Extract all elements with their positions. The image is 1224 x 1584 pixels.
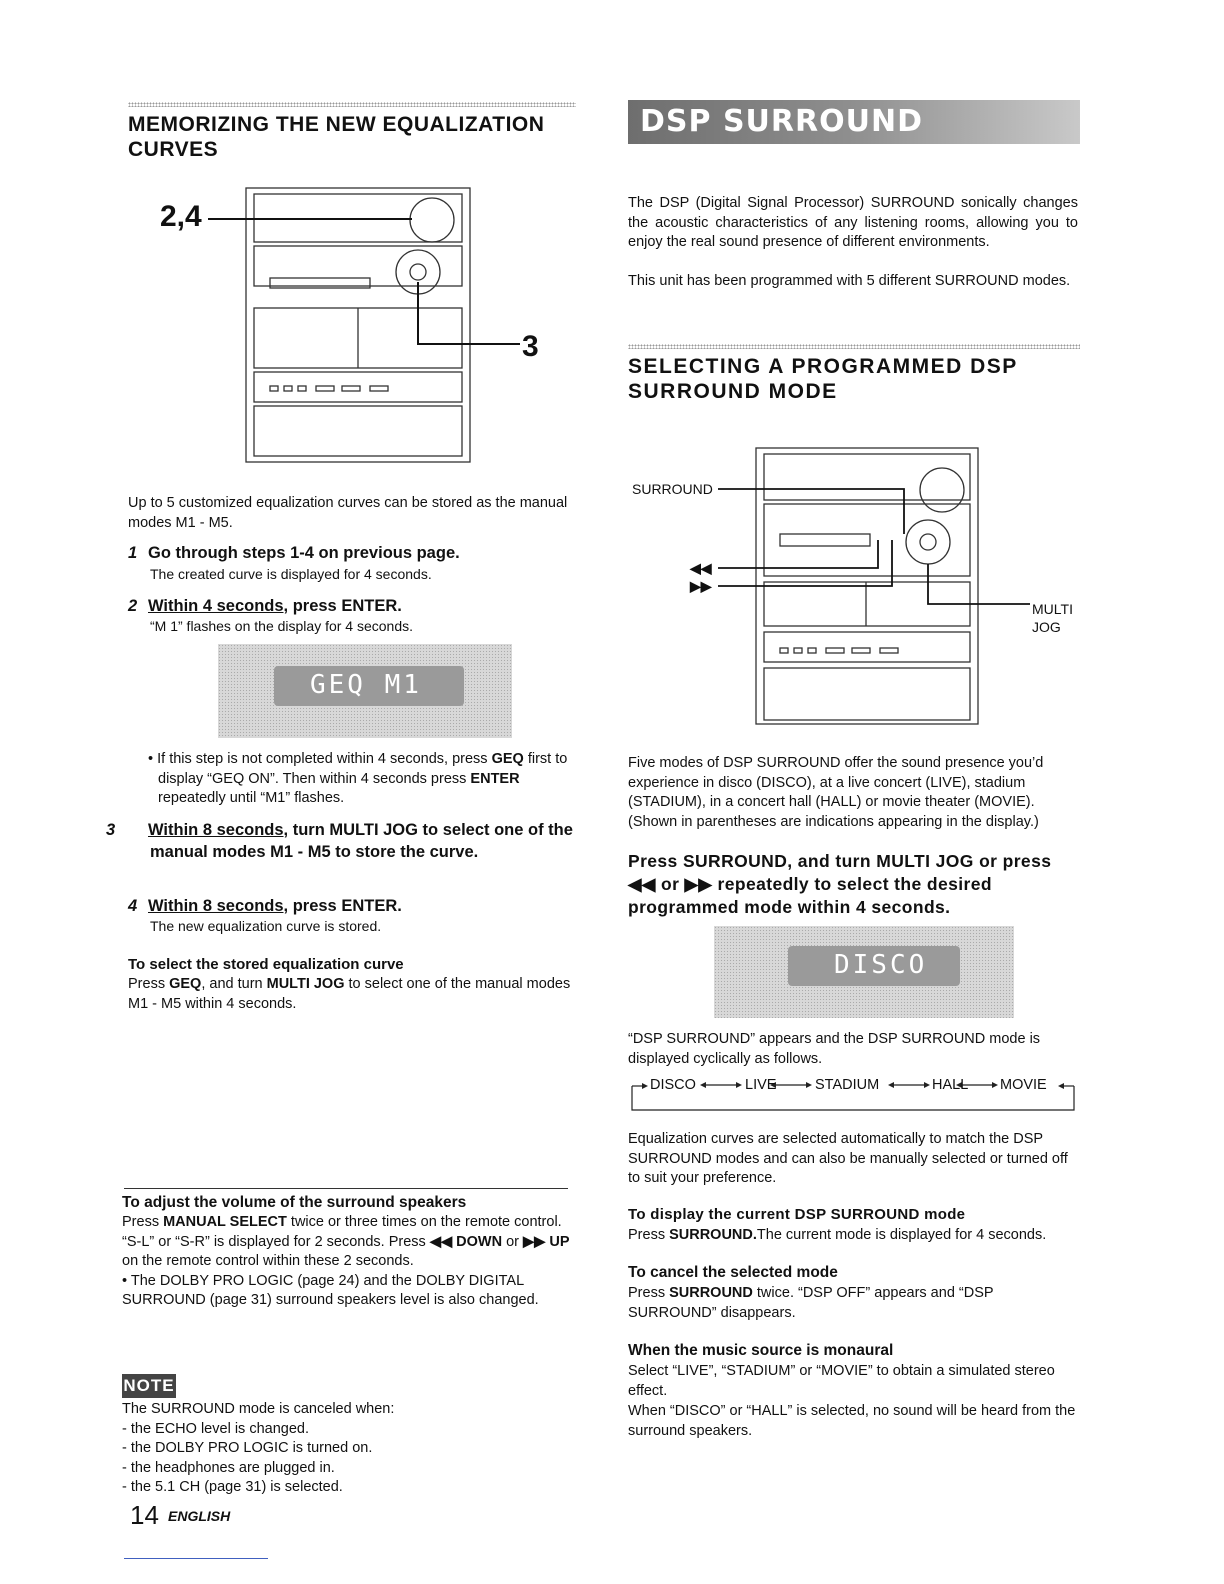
- adjust-heading: To adjust the volume of the surround speakers: [122, 1194, 467, 1211]
- step-1: [128, 542, 576, 564]
- step-3: [106, 819, 580, 863]
- monaural-text-2: When “DISCO” or “HALL” is selected, no sound will be heard from the surround speakers.: [628, 1403, 1076, 1439]
- text: The current mode is displayed for 4 seconds.: [756, 1227, 1047, 1243]
- step-number: 4: [128, 897, 138, 915]
- note-list: [122, 1400, 572, 1498]
- eq-text: Equalization curves are selected automatically to match the DSP SURROUND modes and can also be manually selected or turned off to suit your preference.: [628, 1131, 1068, 1186]
- text: Press: [122, 1214, 164, 1230]
- note-line: - the ECHO level is changed.: [122, 1420, 309, 1437]
- page-language: ENGLISH: [168, 1508, 231, 1524]
- key-manual-select: MANUAL SELECT: [163, 1214, 287, 1230]
- text: on the remote control within these 2 seconds.: [122, 1253, 414, 1269]
- text: repeatedly until “M1” flashes.: [158, 790, 345, 806]
- step-number: 3: [106, 821, 116, 839]
- text: “S-L” or “S-R” is displayed for 2 seconds. Press: [122, 1233, 430, 1250]
- page-number: 14: [130, 1500, 159, 1530]
- label-rewind-icon: ◀◀: [690, 560, 712, 576]
- key-surround: SURROUND: [669, 1285, 753, 1301]
- divider-dots: [128, 102, 576, 107]
- key-multi-jog: MULTI JOG: [266, 976, 345, 992]
- display-mode-text: [628, 1226, 1080, 1246]
- text: • The DOLBY PRO LOGIC (page 24) and the DOLBY DIGITAL SURROUND (page 31) surround speakers level is also changed.: [122, 1272, 539, 1308]
- dsp-intro-2: This unit has been programmed with 5 different SURROUND modes.: [628, 273, 1071, 289]
- cancel-heading: To cancel the selected mode: [628, 1264, 838, 1281]
- key-enter: ENTER: [470, 770, 520, 787]
- footer-rule: [124, 1558, 268, 1559]
- stored-text: [128, 975, 576, 1014]
- key-down: ◀◀ DOWN: [429, 1233, 503, 1250]
- key-surround: SURROUND.: [669, 1227, 757, 1243]
- text: first to display “GEQ ON”. Then within 4 seconds press: [158, 751, 568, 787]
- text: , and turn: [201, 976, 267, 992]
- note-line: - the DOLBY PRO LOGIC is turned on.: [122, 1440, 373, 1456]
- lcd-text: DISCO: [834, 950, 928, 980]
- text: Press: [128, 976, 170, 992]
- note-badge: NOTE: [122, 1374, 176, 1398]
- section-heading-selecting: SELECTING A PROGRAMMED DSP SURROUND MODE: [628, 355, 1018, 403]
- step-2: [128, 595, 576, 617]
- step-number: 1: [128, 544, 138, 562]
- divider-dots: [628, 344, 1080, 349]
- lcd-text: GEQ M1: [310, 670, 422, 700]
- label-surround: SURROUND: [632, 481, 713, 497]
- bullet-note: [148, 750, 576, 809]
- label-forward-icon: ▶▶: [690, 578, 712, 594]
- section-heading-memorizing: MEMORIZING THE NEW EQUALIZATION CURVES: [128, 113, 545, 161]
- display-mode-heading: To display the current DSP SURROUND mode: [628, 1206, 966, 1223]
- figure-label-3: 3: [522, 330, 539, 363]
- intro-text: Up to 5 customized equalization curves can be stored as the manual modes M1 - M5.: [128, 495, 568, 531]
- banner-title: DSP SURROUND: [640, 104, 923, 139]
- step-title: press ENTER.: [288, 597, 402, 615]
- label-jog: JOG: [1032, 619, 1061, 635]
- note-line: - the headphones are plugged in.: [122, 1459, 335, 1476]
- cancel-text: [628, 1284, 1080, 1323]
- stereo-unit-figure: [150, 182, 550, 472]
- mode-hall: HALL: [932, 1077, 969, 1093]
- stored-heading: To select the stored equalization curve: [128, 956, 404, 973]
- step-4-text: The new equalization curve is stored.: [150, 918, 382, 934]
- step-title: turn MULTI JOG to select one of the manual modes M1 - M5 to store the curve.: [150, 821, 573, 861]
- step-1-text: The created curve is displayed for 4 seconds.: [150, 566, 432, 582]
- mode-stadium: STADIUM: [815, 1077, 880, 1093]
- step-title: press ENTER.: [288, 897, 402, 915]
- text: • If this step is not completed within 4 seconds, press: [148, 751, 492, 767]
- rule: [124, 1188, 568, 1189]
- lcd-display-disco: [714, 926, 1014, 1018]
- key-geq: GEQ: [491, 751, 524, 767]
- dsp-surround-banner: [628, 100, 1080, 144]
- text: twice. “DSP OFF” appears and “DSP SURROUND” disappears.: [628, 1285, 994, 1321]
- lcd-display-geq: [218, 644, 512, 738]
- figure-label-2-4: 2,4: [160, 200, 202, 233]
- step-number: 2: [128, 597, 138, 615]
- step-title-emphasis: Within 8 seconds,: [148, 821, 289, 839]
- key-geq: GEQ: [169, 976, 202, 992]
- mode-live: LIVE: [745, 1077, 777, 1093]
- key-up: ▶▶ UP: [523, 1233, 570, 1250]
- text: twice or three times on the remote control.: [286, 1214, 562, 1230]
- dsp-intro: The DSP (Digital Signal Processor) SURROUND sonically changes the acoustic characteristics of any listening rooms, allowing you to enjoy the real sound presence of different environments.: [628, 195, 1078, 250]
- text: Press: [628, 1227, 670, 1243]
- mode-disco: DISCO: [650, 1077, 696, 1093]
- monaural-heading: When the music source is monaural: [628, 1342, 894, 1359]
- step-title: Go through steps 1-4 on previous page.: [148, 544, 460, 562]
- note-line: The SURROUND mode is canceled when:: [122, 1401, 395, 1417]
- text: to select one of the manual modes M1 - M5 within 4 seconds.: [128, 976, 571, 1012]
- monaural-text-1: Select “LIVE”, “STADIUM” or “MOVIE” to obtain a simulated stereo effect.: [628, 1363, 1055, 1399]
- step-title-emphasis: Within 8 seconds,: [148, 897, 289, 915]
- step-2-text: “M 1” flashes on the display for 4 seconds.: [150, 618, 414, 634]
- step-title-emphasis: Within 4 seconds,: [148, 597, 289, 615]
- label-multi: MULTI: [1032, 601, 1073, 617]
- step-4: [128, 895, 576, 917]
- appears-text: “DSP SURROUND” appears and the DSP SURROUND mode is displayed cyclically as follows.: [628, 1031, 1041, 1067]
- note-line: - the 5.1 CH (page 31) is selected.: [122, 1479, 343, 1495]
- instruction: Press SURROUND, and turn MULTI JOG or press ◀◀ or ▶▶ repeatedly to select the desired programmed mode within 4 seconds.: [628, 851, 1052, 917]
- mode-movie: MOVIE: [1000, 1077, 1047, 1093]
- adjust-text: [122, 1213, 572, 1311]
- text: or: [502, 1233, 524, 1250]
- text: Press: [628, 1285, 670, 1301]
- modes-text: Five modes of DSP SURROUND offer the sound presence you’d experience in disco (DISCO), at a live concert (LIVE), stadium (STADIUM), in a concert hall (HALL) or movie theater (MOVIE). (Shown in parentheses are indications appearing in the display.): [628, 755, 1044, 830]
